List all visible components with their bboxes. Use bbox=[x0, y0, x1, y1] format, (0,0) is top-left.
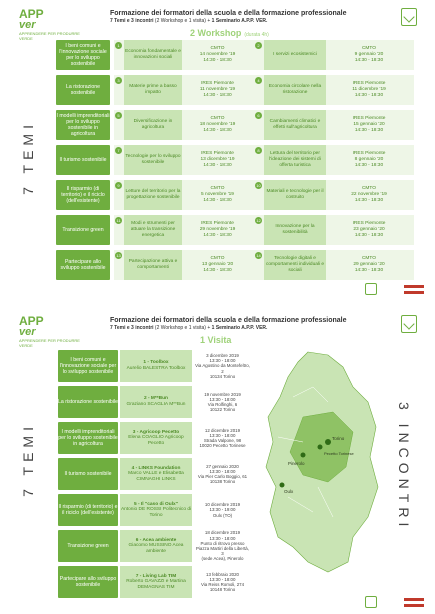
visit-cell bbox=[120, 350, 192, 382]
visit-host: Antonio DE ROSSI Politecnico di Torino bbox=[120, 507, 192, 518]
region-map bbox=[258, 347, 380, 577]
workshop-title: Letture del territorio per la progettazione sostenibile bbox=[124, 180, 182, 210]
workshop-when: IRES Piemonte 23 gennaio '20 14:30 - 18:30 bbox=[329, 215, 409, 245]
brand-line2: ver bbox=[19, 326, 36, 338]
footer-icon bbox=[365, 283, 377, 295]
topic-cell: Partecipare allo sviluppo sostenibile bbox=[58, 566, 118, 598]
workshop-when: CMTO 14 novembre '19 14:30 - 18:30 bbox=[185, 40, 250, 70]
map-label: Pinerolo bbox=[288, 461, 305, 466]
number-badge: 9 bbox=[115, 182, 122, 189]
visit-host: Roberto GAVAZZI e Martina DEMAGNAS TIM bbox=[126, 579, 186, 590]
brand-line1: APP bbox=[19, 314, 44, 328]
visit-cell bbox=[120, 386, 192, 418]
corner-icon bbox=[401, 8, 417, 26]
visit-name: 4 - LINKS Foundation bbox=[131, 465, 181, 471]
workshop-when: IRES Piemonte 8 gennaio '20 14:30 - 18:30 bbox=[329, 145, 409, 175]
flag-icon bbox=[403, 284, 425, 295]
page-subtitle: 7 Temi e 3 incontri (2 Workshop e 1 visita) + 1 Seminario A.P.P. VER. bbox=[110, 325, 268, 331]
page-workshops bbox=[0, 0, 435, 300]
workshop-title: Economia circolare nella ristorazione bbox=[264, 75, 326, 105]
workshop-when: IRES Piemonte 11 dicembre '19 14:30 - 18:30 bbox=[329, 75, 409, 105]
visit-cell bbox=[120, 494, 192, 526]
workshop-title: Materiali e tecnologie per il costruito bbox=[264, 180, 326, 210]
vertical-label-right: 3 INCONTRI bbox=[396, 402, 412, 532]
visit-when: 19 novembre 2019 13:30 - 18:00 Via Rolfinghi, 6 10122 Torino bbox=[195, 386, 250, 418]
workshop-when: CMTO 13 gennaio '20 14:30 - 18:30 bbox=[185, 250, 250, 280]
visit-name: 2 - M**Bun bbox=[144, 396, 168, 402]
workshop-title: Modi e strumenti per attuare la transizione energetica bbox=[124, 215, 182, 245]
number-badge: 3 bbox=[115, 77, 122, 84]
brand-tagline: APPRENDERE PER PRODURRE VERDE bbox=[19, 338, 80, 348]
topic-cell: La ristorazione sostenibile bbox=[58, 386, 118, 418]
brand-logo bbox=[19, 315, 89, 348]
visit-when: 3 dicembre 2019 13:30 - 18:00 Via Agostino da Montefeltro, 2 10134 Torino bbox=[195, 350, 250, 382]
number-badge: 1 bbox=[115, 42, 122, 49]
topic-cell: Transizione green bbox=[56, 215, 110, 245]
workshop-when: IRES Piemonte 15 gennaio '20 14:30 - 18:30 bbox=[329, 110, 409, 140]
number-badge: 10 bbox=[256, 183, 261, 188]
topic-cell: La ristorazione sostenibile bbox=[56, 75, 110, 105]
brand-logo bbox=[19, 8, 89, 41]
workshop-title: Lettura del territorio per l'ideazione dei sistemi di offerta turistica bbox=[264, 145, 326, 175]
marker-pinerolo bbox=[301, 453, 306, 458]
brand-line2: ver bbox=[19, 19, 36, 31]
visit-host: Graziano SCAGLIA M**Bun bbox=[126, 402, 186, 407]
visit-host: Giacomo MUSSINO Acea ambiente bbox=[128, 543, 184, 554]
page-subtitle: 7 Temi e 3 incontri (2 Workshop e 1 visita) + 1 Seminario A.P.P. VER. bbox=[110, 18, 268, 24]
number-badge: 8 bbox=[255, 147, 262, 154]
topic-cell: I beni comuni e l'innovazione sociale per lo sviluppo sostenibile bbox=[58, 350, 118, 382]
workshop-when: IRES Piemonte 29 novembre '19 14:30 - 18:30 bbox=[185, 215, 250, 245]
brand-tagline: APPRENDERE PER PRODURRE VERDE bbox=[19, 31, 80, 41]
section-heading: 2 Workshop (durata 4h) bbox=[190, 28, 269, 38]
workshop-title: Innovazione per la sostenibilità bbox=[264, 215, 326, 245]
workshop-title: Tecnologie digitali e comportamenti individuali e sociali bbox=[264, 250, 326, 280]
page-title: Formazione dei formatori della scuola e della formazione professionale bbox=[110, 317, 347, 324]
visit-name: 6 - Acea ambiente bbox=[135, 537, 177, 543]
marker-pecetto bbox=[318, 445, 323, 450]
topic-cell: I beni comuni e l'innovazione sociale per lo sviluppo sostenibile bbox=[56, 40, 110, 70]
workshop-when: IRES Piemonte 11 novembre '19 14:30 - 18:30 bbox=[185, 75, 250, 105]
workshop-when: CMTO 22 novembre '19 14:30 - 18:30 bbox=[329, 180, 409, 210]
number-badge: 2 bbox=[255, 42, 262, 49]
visit-host: Marco VALLE e Elisabetta CIMNAGHI LINKS bbox=[128, 471, 184, 482]
visit-host: Elena COAGLIO Agricoop Pecetto bbox=[128, 435, 184, 446]
visit-when: 10 dicembre 2019 13:30 - 19:00 Oulx (TO) bbox=[195, 494, 250, 526]
visit-when: 12 dicembre 2019 13:30 - 18:00 Strada Valpone, 98 10020 Pecetto Torinese bbox=[195, 422, 250, 454]
page-title: Formazione dei formatori della scuola e della formazione professionale bbox=[110, 10, 347, 17]
visit-name: 1 - Toolbox bbox=[143, 360, 169, 366]
topic-cell: I modelli imprenditoriali per lo sviluppo sostenibile in agricoltura bbox=[56, 110, 110, 140]
topic-cell: Transizione green bbox=[58, 530, 118, 562]
workshop-when: CMTO 18 novembre '19 14:30 - 18:30 bbox=[185, 110, 250, 140]
visit-cell bbox=[120, 530, 192, 562]
topic-cell: Il risparmio (di territorio) e il riciclo (dell'esistente) bbox=[56, 180, 110, 210]
marker-torino bbox=[325, 439, 331, 445]
topic-cell: Il risparmio (di territorio) e il riciclo (dell'esistente) bbox=[58, 494, 118, 526]
footer-icon bbox=[365, 596, 377, 608]
workshop-title: Diversificazione in agricoltura bbox=[124, 110, 182, 140]
corner-icon bbox=[401, 315, 417, 333]
workshop-when: CMTO 9 gennaio '20 14:30 - 18:30 bbox=[329, 40, 409, 70]
workshop-title: Tecnologie per lo sviluppo sostenibile bbox=[124, 145, 182, 175]
visit-cell bbox=[120, 458, 192, 490]
topic-cell: Partecipare allo sviluppo sostenibile bbox=[56, 250, 110, 280]
flag-icon bbox=[403, 597, 425, 608]
visit-cell bbox=[120, 422, 192, 454]
workshop-when: CMTO 29 gennaio '20 14:30 - 18:30 bbox=[329, 250, 409, 280]
workshop-title: Materie prime a basso impatto bbox=[124, 75, 182, 105]
map-label: Oulx bbox=[284, 489, 294, 494]
visit-when: 27 gennaio 2020 13:30 - 18:00 Via Pier Carlo Boggio, 61 10138 Torino bbox=[195, 458, 250, 490]
number-badge: 11 bbox=[116, 218, 121, 223]
brand-line1: APP bbox=[19, 7, 44, 21]
workshop-when: CMTO 5 novembre '19 14:30 - 18:30 bbox=[185, 180, 250, 210]
topic-cell: Il turismo sostenibile bbox=[58, 458, 118, 490]
vertical-label: 7 TEMI bbox=[20, 120, 36, 195]
number-badge: 7 bbox=[115, 147, 122, 154]
map-label: Pecetto Torinese bbox=[324, 451, 354, 456]
section-heading: 1 Visita bbox=[200, 335, 232, 345]
visit-cell bbox=[120, 566, 192, 598]
number-badge: 13 bbox=[116, 253, 121, 258]
workshop-title: Economia fondamentale e innovazioni sociali bbox=[124, 40, 182, 70]
number-badge: 12 bbox=[256, 218, 261, 223]
vertical-label-left: 7 TEMI bbox=[20, 422, 36, 497]
visit-when: 18 dicembre 2019 13:30 - 18:00 Punto di ritrovo presso Piazza Martiri della Libertà, 3 (sede Acea), Pinerolo bbox=[196, 530, 249, 562]
visit-name: 5 - Il "caso di Oulx" bbox=[133, 501, 178, 507]
visit-when: 13 febbraio 2020 13:30 - 18:00 Via Reiss Romoli, 274 10148 Torino bbox=[195, 566, 250, 598]
workshop-title: Partecipazione attiva e comportamenti bbox=[124, 250, 182, 280]
workshop-title: I servizi ecosistemici bbox=[264, 40, 326, 70]
visit-host: Aurelio BALESTRA Toolbox bbox=[126, 366, 186, 371]
marker-oulx bbox=[280, 483, 285, 488]
number-badge: 14 bbox=[256, 253, 261, 258]
visit-name: 7 - Living Lab TIM bbox=[135, 573, 177, 579]
page-visits bbox=[0, 307, 435, 614]
map-label: Torino bbox=[332, 436, 345, 441]
visit-name: 3 - Agricoop Pecetto bbox=[132, 429, 180, 435]
number-badge: 4 bbox=[255, 77, 262, 84]
workshop-when: IRES Piemonte 13 dicembre '19 14:30 - 18:30 bbox=[185, 145, 250, 175]
topic-cell: Il turismo sostenibile bbox=[56, 145, 110, 175]
number-badge: 5 bbox=[115, 112, 122, 119]
topic-cell: I modelli imprenditoriali per lo sviluppo sostenibile in agricoltura bbox=[58, 422, 118, 454]
number-badge: 6 bbox=[255, 112, 262, 119]
workshop-title: Cambiamenti climatici e effetti sull'agricoltura bbox=[264, 110, 326, 140]
